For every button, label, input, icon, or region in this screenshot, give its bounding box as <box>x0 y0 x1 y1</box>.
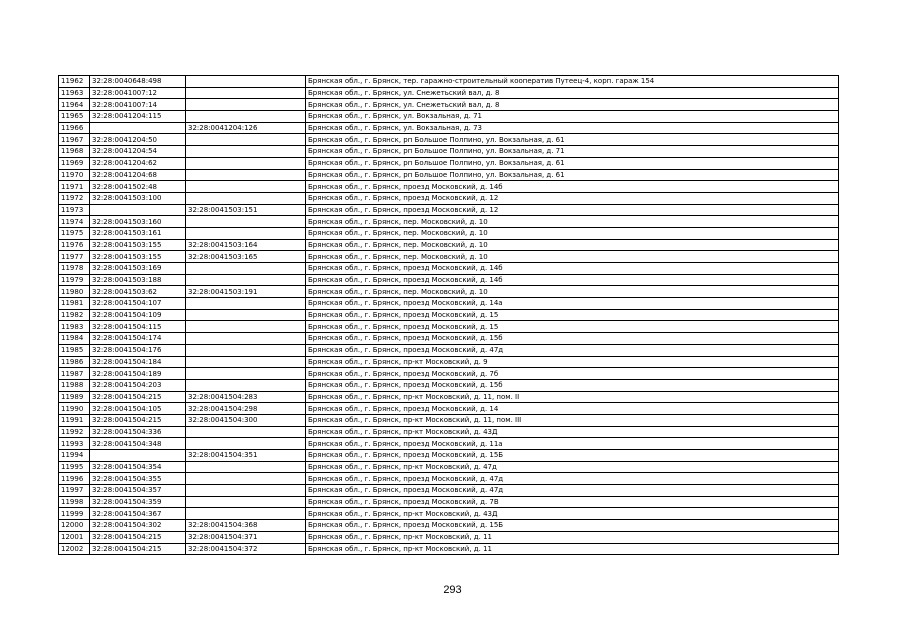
row-number-cell: 11970 <box>59 169 90 181</box>
related-cadastral-number-cell: 32:28:0041504:283 <box>186 391 306 403</box>
cadastral-number-cell: 32:28:0041503:155 <box>90 239 186 251</box>
row-number-cell: 11963 <box>59 87 90 99</box>
table-row <box>59 391 839 403</box>
table-row <box>59 333 839 345</box>
address-cell: Брянская обл., г. Брянск, проезд Московский, д. 12 <box>306 192 839 204</box>
table-row <box>59 239 839 251</box>
related-cadastral-number-cell <box>186 134 306 146</box>
related-cadastral-number-cell <box>186 146 306 158</box>
row-number-cell: 11966 <box>59 122 90 134</box>
related-cadastral-number-cell: 32:28:0041504:371 <box>186 531 306 543</box>
row-number-cell: 11991 <box>59 414 90 426</box>
address-cell: Брянская обл., г. Брянск, проезд Московский, д. 7В <box>306 496 839 508</box>
row-number-cell: 11973 <box>59 204 90 216</box>
cadastral-number-cell: 32:28:0041504:215 <box>90 391 186 403</box>
cadastral-number-cell: 32:28:0041504:367 <box>90 508 186 520</box>
row-number-cell: 11992 <box>59 426 90 438</box>
address-cell: Брянская обл., г. Брянск, проезд Московский, д. 14б <box>306 274 839 286</box>
address-cell: Брянская обл., г. Брянск, проезд Московский, д. 14б <box>306 181 839 193</box>
cadastral-number-cell: 32:28:0041504:215 <box>90 543 186 555</box>
address-cell: Брянская обл., г. Брянск, пер. Московский, д. 10 <box>306 216 839 228</box>
row-number-cell: 11998 <box>59 496 90 508</box>
cadastral-number-cell <box>90 450 186 462</box>
table-row <box>59 274 839 286</box>
address-cell: Брянская обл., г. Брянск, пр-кт Московский, д. 11, пом. III <box>306 414 839 426</box>
related-cadastral-number-cell <box>186 309 306 321</box>
cadastral-number-cell: 32:28:0041504:115 <box>90 321 186 333</box>
address-cell: Брянская обл., г. Брянск, ул. Вокзальная, д. 73 <box>306 122 839 134</box>
table-row <box>59 122 839 134</box>
row-number-cell: 11971 <box>59 181 90 193</box>
table-row <box>59 485 839 497</box>
cadastral-number-cell: 32:28:0041503:155 <box>90 251 186 263</box>
row-number-cell: 11982 <box>59 309 90 321</box>
row-number-cell: 11987 <box>59 368 90 380</box>
related-cadastral-number-cell: 32:28:0041503:191 <box>186 286 306 298</box>
cadastral-number-cell: 32:28:0041504:359 <box>90 496 186 508</box>
cadastral-number-cell: 32:28:0041504:355 <box>90 473 186 485</box>
row-number-cell: 11983 <box>59 321 90 333</box>
address-cell: Брянская обл., г. Брянск, рп Большое Полпино, ул. Вокзальная, д. 71 <box>306 146 839 158</box>
address-cell: Брянская обл., г. Брянск, пр-кт Московский, д. 11, пом. II <box>306 391 839 403</box>
address-cell: Брянская обл., г. Брянск, проезд Московский, д. 15Б <box>306 520 839 532</box>
related-cadastral-number-cell <box>186 76 306 88</box>
address-cell: Брянская обл., г. Брянск, проезд Московский, д. 14 <box>306 403 839 415</box>
related-cadastral-number-cell: 32:28:0041504:368 <box>186 520 306 532</box>
related-cadastral-number-cell: 32:28:0041503:151 <box>186 204 306 216</box>
related-cadastral-number-cell <box>186 485 306 497</box>
table-row <box>59 344 839 356</box>
table-row <box>59 251 839 263</box>
cadastral-number-cell <box>90 122 186 134</box>
cadastral-number-cell: 32:28:0041504:203 <box>90 379 186 391</box>
row-number-cell: 11979 <box>59 274 90 286</box>
table-row <box>59 169 839 181</box>
address-cell: Брянская обл., г. Брянск, проезд Московский, д. 12 <box>306 204 839 216</box>
address-cell: Брянская обл., г. Брянск, пер. Московский, д. 10 <box>306 227 839 239</box>
row-number-cell: 11989 <box>59 391 90 403</box>
related-cadastral-number-cell <box>186 379 306 391</box>
row-number-cell: 11968 <box>59 146 90 158</box>
table-row <box>59 263 839 275</box>
row-number-cell: 11986 <box>59 356 90 368</box>
address-cell: Брянская обл., г. Брянск, пр-кт Московский, д. 11 <box>306 531 839 543</box>
related-cadastral-number-cell <box>186 368 306 380</box>
table-row <box>59 134 839 146</box>
related-cadastral-number-cell <box>186 473 306 485</box>
cadastral-number-cell: 32:28:0041504:215 <box>90 414 186 426</box>
address-cell: Брянская обл., г. Брянск, проезд Московский, д. 47д <box>306 473 839 485</box>
address-cell: Брянская обл., г. Брянск, ул. Вокзальная, д. 71 <box>306 111 839 123</box>
cadastral-number-cell: 32:28:0041504:109 <box>90 309 186 321</box>
row-number-cell: 12000 <box>59 520 90 532</box>
related-cadastral-number-cell <box>186 333 306 345</box>
related-cadastral-number-cell <box>186 356 306 368</box>
registry-table-body <box>59 76 839 555</box>
table-row <box>59 321 839 333</box>
row-number-cell: 11962 <box>59 76 90 88</box>
row-number-cell: 11967 <box>59 134 90 146</box>
related-cadastral-number-cell <box>186 99 306 111</box>
related-cadastral-number-cell <box>186 438 306 450</box>
cadastral-number-cell: 32:28:0041204:62 <box>90 157 186 169</box>
row-number-cell: 11985 <box>59 344 90 356</box>
row-number-cell: 11994 <box>59 450 90 462</box>
address-cell: Брянская обл., г. Брянск, пр-кт Московский, д. 43Д <box>306 426 839 438</box>
table-row <box>59 286 839 298</box>
related-cadastral-number-cell <box>186 321 306 333</box>
address-cell: Брянская обл., г. Брянск, пр-кт Московский, д. 47д <box>306 461 839 473</box>
row-number-cell: 11974 <box>59 216 90 228</box>
table-row <box>59 426 839 438</box>
cadastral-number-cell: 32:28:0041503:161 <box>90 227 186 239</box>
row-number-cell: 11997 <box>59 485 90 497</box>
address-cell: Брянская обл., г. Брянск, проезд Московский, д. 7б <box>306 368 839 380</box>
row-number-cell: 11984 <box>59 333 90 345</box>
address-cell: Брянская обл., г. Брянск, рп Большое Полпино, ул. Вокзальная, д. 61 <box>306 169 839 181</box>
table-row <box>59 227 839 239</box>
cadastral-number-cell: 32:28:0041504:215 <box>90 531 186 543</box>
table-row <box>59 157 839 169</box>
related-cadastral-number-cell: 32:28:0041204:126 <box>186 122 306 134</box>
row-number-cell: 11977 <box>59 251 90 263</box>
related-cadastral-number-cell <box>186 274 306 286</box>
related-cadastral-number-cell <box>186 216 306 228</box>
table-row <box>59 181 839 193</box>
address-cell: Брянская обл., г. Брянск, ул. Снежетьский вал, д. 8 <box>306 99 839 111</box>
cadastral-number-cell: 32:28:0041503:169 <box>90 263 186 275</box>
address-cell: Брянская обл., г. Брянск, проезд Московский, д. 47д <box>306 344 839 356</box>
row-number-cell: 12002 <box>59 543 90 555</box>
related-cadastral-number-cell <box>186 192 306 204</box>
address-cell: Брянская обл., г. Брянск, проезд Московский, д. 15 <box>306 309 839 321</box>
cadastral-number-cell: 32:28:0041504:336 <box>90 426 186 438</box>
related-cadastral-number-cell <box>186 87 306 99</box>
cadastral-number-cell: 32:28:0041503:160 <box>90 216 186 228</box>
address-cell: Брянская обл., г. Брянск, проезд Московский, д. 14б <box>306 263 839 275</box>
address-cell: Брянская обл., г. Брянск, рп Большое Полпино, ул. Вокзальная, д. 61 <box>306 134 839 146</box>
cadastral-number-cell: 32:28:0041204:115 <box>90 111 186 123</box>
table-row <box>59 450 839 462</box>
cadastral-number-cell: 32:28:0041007:14 <box>90 99 186 111</box>
table-row <box>59 87 839 99</box>
table-row <box>59 379 839 391</box>
related-cadastral-number-cell <box>186 169 306 181</box>
address-cell: Брянская обл., г. Брянск, рп Большое Полпино, ул. Вокзальная, д. 61 <box>306 157 839 169</box>
table-row <box>59 111 839 123</box>
related-cadastral-number-cell <box>186 426 306 438</box>
cadastral-number-cell: 32:28:0041504:302 <box>90 520 186 532</box>
address-cell: Брянская обл., г. Брянск, пер. Московский, д. 10 <box>306 286 839 298</box>
address-cell: Брянская обл., г. Брянск, пр-кт Московский, д. 11 <box>306 543 839 555</box>
address-cell: Брянская обл., г. Брянск, проезд Московский, д. 14а <box>306 298 839 310</box>
cadastral-number-cell: 32:28:0041503:100 <box>90 192 186 204</box>
table-row <box>59 531 839 543</box>
row-number-cell: 11995 <box>59 461 90 473</box>
table-row <box>59 461 839 473</box>
table-row <box>59 496 839 508</box>
row-number-cell: 11972 <box>59 192 90 204</box>
table-row <box>59 204 839 216</box>
table-row <box>59 473 839 485</box>
row-number-cell: 11999 <box>59 508 90 520</box>
address-cell: Брянская обл., г. Брянск, проезд Московский, д. 47д <box>306 485 839 497</box>
table-row <box>59 192 839 204</box>
cadastral-number-cell: 32:28:0041007:12 <box>90 87 186 99</box>
row-number-cell: 11969 <box>59 157 90 169</box>
related-cadastral-number-cell <box>186 263 306 275</box>
address-cell: Брянская обл., г. Брянск, пр-кт Московский, д. 9 <box>306 356 839 368</box>
related-cadastral-number-cell <box>186 298 306 310</box>
row-number-cell: 11981 <box>59 298 90 310</box>
cadastral-number-cell: 32:28:0041504:189 <box>90 368 186 380</box>
address-cell: Брянская обл., г. Брянск, проезд Московский, д. 15Б <box>306 450 839 462</box>
cadastral-number-cell: 32:28:0041502:48 <box>90 181 186 193</box>
row-number-cell: 11993 <box>59 438 90 450</box>
address-cell: Брянская обл., г. Брянск, проезд Московский, д. 11а <box>306 438 839 450</box>
table-row <box>59 76 839 88</box>
table-row <box>59 403 839 415</box>
cadastral-number-cell: 32:28:0041504:348 <box>90 438 186 450</box>
table-row <box>59 543 839 555</box>
related-cadastral-number-cell: 32:28:0041503:164 <box>186 239 306 251</box>
cadastral-number-cell: 32:28:0041504:105 <box>90 403 186 415</box>
table-row <box>59 438 839 450</box>
table-row <box>59 368 839 380</box>
cadastral-number-cell: 32:28:0041204:68 <box>90 169 186 181</box>
related-cadastral-number-cell: 32:28:0041504:298 <box>186 403 306 415</box>
cadastral-number-cell: 32:28:0041503:62 <box>90 286 186 298</box>
related-cadastral-number-cell: 32:28:0041503:165 <box>186 251 306 263</box>
related-cadastral-number-cell <box>186 227 306 239</box>
address-cell: Брянская обл., г. Брянск, тер. гаражно-строительный кооператив Путеец-4, корп. гараж 154 <box>306 76 839 88</box>
related-cadastral-number-cell: 32:28:0041504:300 <box>186 414 306 426</box>
row-number-cell: 11978 <box>59 263 90 275</box>
cadastral-number-cell: 32:28:0041504:174 <box>90 333 186 345</box>
row-number-cell: 11980 <box>59 286 90 298</box>
row-number-cell: 11964 <box>59 99 90 111</box>
row-number-cell: 11965 <box>59 111 90 123</box>
row-number-cell: 11976 <box>59 239 90 251</box>
cadastral-number-cell: 32:28:0041504:176 <box>90 344 186 356</box>
cadastral-number-cell: 32:28:0041503:188 <box>90 274 186 286</box>
row-number-cell: 11988 <box>59 379 90 391</box>
address-cell: Брянская обл., г. Брянск, проезд Московский, д. 15б <box>306 379 839 391</box>
related-cadastral-number-cell <box>186 496 306 508</box>
registry-table <box>58 75 839 555</box>
related-cadastral-number-cell <box>186 181 306 193</box>
table-row <box>59 309 839 321</box>
cadastral-number-cell: 32:28:0041504:354 <box>90 461 186 473</box>
address-cell: Брянская обл., г. Брянск, пр-кт Московский, д. 43Д <box>306 508 839 520</box>
row-number-cell: 11975 <box>59 227 90 239</box>
address-cell: Брянская обл., г. Брянск, ул. Снежетьский вал, д. 8 <box>306 87 839 99</box>
related-cadastral-number-cell: 32:28:0041504:372 <box>186 543 306 555</box>
cadastral-number-cell: 32:28:0040648:498 <box>90 76 186 88</box>
table-row <box>59 520 839 532</box>
table-row <box>59 508 839 520</box>
address-cell: Брянская обл., г. Брянск, проезд Московский, д. 15б <box>306 333 839 345</box>
related-cadastral-number-cell <box>186 461 306 473</box>
cadastral-number-cell: 32:28:0041504:107 <box>90 298 186 310</box>
row-number-cell: 11996 <box>59 473 90 485</box>
related-cadastral-number-cell <box>186 157 306 169</box>
related-cadastral-number-cell <box>186 508 306 520</box>
related-cadastral-number-cell: 32:28:0041504:351 <box>186 450 306 462</box>
page-number: 293 <box>443 584 462 596</box>
related-cadastral-number-cell <box>186 111 306 123</box>
table-row <box>59 356 839 368</box>
table-row <box>59 414 839 426</box>
cadastral-number-cell: 32:28:0041204:54 <box>90 146 186 158</box>
table-row <box>59 298 839 310</box>
address-cell: Брянская обл., г. Брянск, пер. Московский, д. 10 <box>306 239 839 251</box>
address-cell: Брянская обл., г. Брянск, проезд Московский, д. 15 <box>306 321 839 333</box>
related-cadastral-number-cell <box>186 344 306 356</box>
cadastral-number-cell <box>90 204 186 216</box>
address-cell: Брянская обл., г. Брянск, пер. Московский, д. 10 <box>306 251 839 263</box>
table-row <box>59 146 839 158</box>
cadastral-number-cell: 32:28:0041204:50 <box>90 134 186 146</box>
table-row <box>59 99 839 111</box>
cadastral-number-cell: 32:28:0041504:184 <box>90 356 186 368</box>
table-row <box>59 216 839 228</box>
row-number-cell: 11990 <box>59 403 90 415</box>
row-number-cell: 12001 <box>59 531 90 543</box>
cadastral-number-cell: 32:28:0041504:357 <box>90 485 186 497</box>
